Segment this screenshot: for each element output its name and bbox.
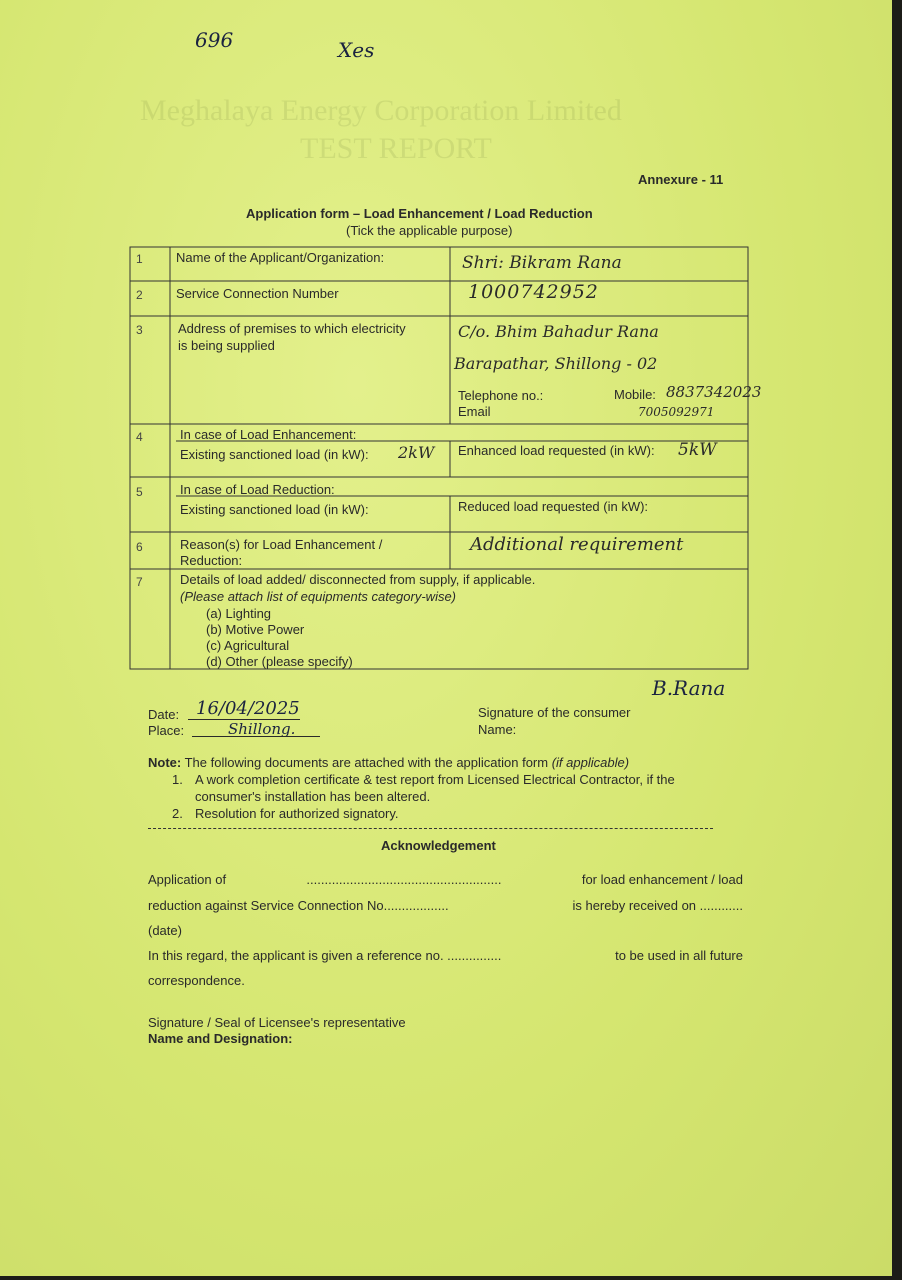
place-label: Place: [148,723,185,738]
ack-line-1-dots: ...................................................... [306,872,502,887]
watermark [140,92,622,168]
applicant-name-value: Shri: Bikram Rana [462,253,622,273]
ack-line-3: (date) [148,923,182,938]
ack-line-4-end: to be used in all future [615,948,743,963]
background-edge-bottom [0,1276,902,1280]
form-title: Application form – Load Enhancement / Load Reduction [246,206,593,221]
load-category-other: (d) Other (please specify) [206,654,353,669]
address-value-line-2: Barapathar, Shillong - 02 [454,354,658,373]
application-table [126,246,762,670]
annexure-label: Annexure - 11 [638,172,724,187]
address-value-line-1: C/o. Bhim Bahadur Rana [458,322,659,341]
reason-label-line-2: Reduction: [180,553,243,568]
row-number: 7 [136,575,143,589]
enhanced-load-label: Enhanced load requested (in kW): [458,443,655,458]
ack-line-4 [148,948,743,963]
ack-line-1-start: Application of [148,872,227,887]
reason-label-line-1: Reason(s) for Load Enhancement / [180,537,383,552]
name-designation-label: Name and Designation: [148,1031,293,1046]
mobile-value-1: 8837342023 [666,383,762,401]
row-number: 6 [136,540,143,554]
existing-load-label: Existing sanctioned load (in kW): [180,447,369,462]
service-connection-label: Service Connection Number [176,286,339,301]
form-subtitle: (Tick the applicable purpose) [346,223,513,238]
applicant-name-label: Name of the Applicant/Organization: [176,250,385,265]
acknowledgement-title: Acknowledgement [381,838,496,853]
reason-value: Additional requirement [470,534,684,555]
ack-line-1 [148,872,743,887]
note-item-1-line-1: A work completion certificate & test report from Licensed Electrical Contractor, if the [195,772,675,787]
note-text-italic: (if applicable) [551,755,630,770]
row-number: 5 [136,485,143,499]
row-number: 1 [136,252,143,266]
row-number: 3 [136,323,143,337]
details-sub-label: (Please attach list of equipments category-wise) [180,589,457,604]
section-divider [148,828,713,829]
note-section [148,754,758,822]
enhanced-load-value: 5kW [678,440,717,460]
place-underline [192,736,320,737]
ack-line-5: correspondence. [148,973,245,988]
watermark-line-1: Meghalaya Energy Corporation Limited [140,94,622,127]
consumer-name-label: Name: [478,722,517,737]
mobile-value-2: 7005092971 [638,405,715,419]
existing-load-value: 2kW [398,443,435,462]
watermark-line-2: TEST REPORT [300,132,492,165]
service-connection-value: 1000742952 [468,281,599,303]
date-label: Date: [148,707,180,722]
load-category-lighting: (a) Lighting [206,606,272,621]
mobile-label: Mobile: [614,387,656,402]
note-text: The following documents are attached with the application form [184,755,549,770]
handwritten-note-number: 696 [195,28,234,52]
load-category-agricultural: (c) Agricultural [206,638,290,653]
note-lead: Note: [148,755,182,770]
ack-line-2-start: reduction against Service Connection No.................. [148,898,449,913]
address-label-line-2: is being supplied [178,338,275,353]
telephone-label: Telephone no.: [458,388,544,403]
reduced-load-label: Reduced load requested (in kW): [458,499,649,514]
load-category-motive-power: (b) Motive Power [206,622,305,637]
licensee-signature-label: Signature / Seal of Licensee's representative [148,1015,406,1030]
background-edge [892,0,902,1280]
note-item-2-text: Resolution for authorized signatory. [195,806,399,821]
address-label-line-1: Address of premises to which electricity [178,321,406,336]
date-value: 16/04/2025 [196,698,300,719]
note-item-2-number: 2. [172,806,183,821]
row-number: 2 [136,288,143,302]
ack-line-4-start: In this regard, the applicant is given a reference no. ............... [148,948,502,963]
place-value: Shillong. [228,720,296,738]
ack-line-2 [148,898,743,913]
note-item-1-number: 1. [172,772,183,787]
reduction-heading: In case of Load Reduction: [180,482,335,497]
ack-line-1-end: for load enhancement / load [581,872,743,887]
row-number: 4 [136,430,143,444]
email-label: Email [458,404,491,419]
ack-line-2-end: is hereby received on ............ [572,898,743,913]
consumer-signature-label: Signature of the consumer [478,705,631,720]
note-item-1-line-2: consumer's installation has been altered. [195,789,431,804]
details-label: Details of load added/ disconnected from supply, if applicable. [180,572,536,587]
consumer-signature: B.Rana [652,676,726,700]
enhancement-heading: In case of Load Enhancement: [180,427,357,442]
existing-load-label-reduction: Existing sanctioned load (in kW): [180,502,369,517]
handwritten-note-word: Xes [338,38,375,62]
